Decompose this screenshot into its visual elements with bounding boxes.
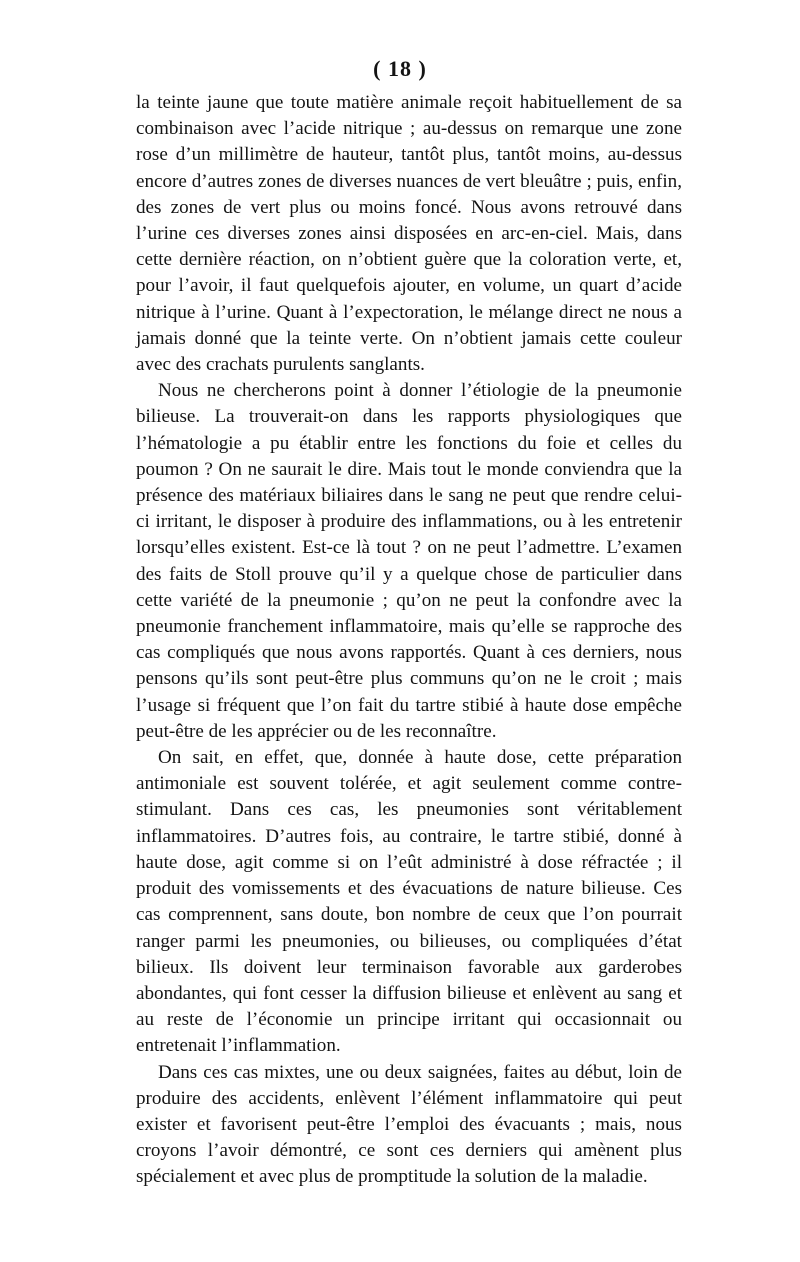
page-number: ( 18 )	[373, 56, 427, 81]
paragraph-2: Nous ne chercherons point à donner l’étiologie de la pneumonie bilieuse. La trouverait-on dans les rapports physiologiques que l’hématologie a pu établir entre les fonctions du foie et celles du poumon ? On ne saurait le dire. Mais tout le monde conviendra que la présence des matériaux biliaires dans le sang ne peut que rendre celui-ci irritant, le disposer à produire des inflammations, ou à les entretenir lorsqu’elles existent. Est-ce là tout ? on ne peut l’admettre. L’examen des faits de Stoll prouve qu’il y a quelque chose de particulier dans cette variété de la pneumonie ; qu’on ne peut la confondre avec la pneumonie franchement inflammatoire, mais qu’elle se rapproche des cas compliqués que nous avons rapportés. Quant à ces derniers, nous pensons qu’ils sont peut-être plus communs qu’on ne le croit ; mais l’usage si fréquent que l’on fait du tartre stibié à haute dose empêche peut-être de les apprécier ou de les reconnaître.	[136, 380, 682, 742]
paragraph-4: Dans ces cas mixtes, une ou deux saignées, faites au début, loin de produire des accidents, enlèvent l’élément inflammatoire qui peut exister et favorisent peut-être l’emploi des évacuants ; mais, nous croyons l’avoir démontré, ce sont ces derniers qui amènent plus spécialement et avec plus de promptitude la solution de la maladie.	[136, 1061, 682, 1188]
paragraph-3: On sait, en effet, que, donnée à haute dose, cette préparation antimoniale est souvent tolérée, et agit seulement comme contre-stimulant. Dans ces cas, les pneumonies sont véritablement inflammatoires. D’autres fois, au contraire, le tartre stibié, donné à haute dose, agit comme si on l’eût administré à dose réfractée ; il produit des vomissements et des évacuations de nature bilieuse. Ces cas comprennent, sans doute, bon nombre de ceux que l’on pourrait ranger parmi les pneumonies, ou bilieuses, ou compliquées d’état bilieux. Ils doivent leur terminaison favorable aux garderobes abondantes, qui font cesser la diffusion bilieuse et enlèvent au sang et au reste de l’économie un principe irritant qui occasionnait ou entretenait l’inflammation.	[136, 747, 682, 1057]
body-text	[136, 90, 682, 1191]
paragraph-1: la teinte jaune que toute matière animale reçoit habituellement de sa combinaison avec l’acide nitrique ; au-dessus on remarque une zone rose d’un millimètre de hauteur, tantôt plus, tantôt moins, au-dessus encore d’autres zones de diverses nuances de vert bleuâtre ; puis, enfin, des zones de vert plus ou moins foncé. Nous avons retrouvé dans l’urine ces diverses zones ainsi disposées en arc-en-ciel. Mais, dans cette dernière réaction, on n’obtient guère que la coloration verte, et, pour l’avoir, il faut quelquefois ajouter, en volume, un quart d’acide nitrique à l’urine. Quant à l’expectoration, le mélange direct ne nous a jamais donné que la teinte verte. On n’obtient jamais cette couleur avec des crachats purulents sanglants.	[136, 92, 682, 376]
